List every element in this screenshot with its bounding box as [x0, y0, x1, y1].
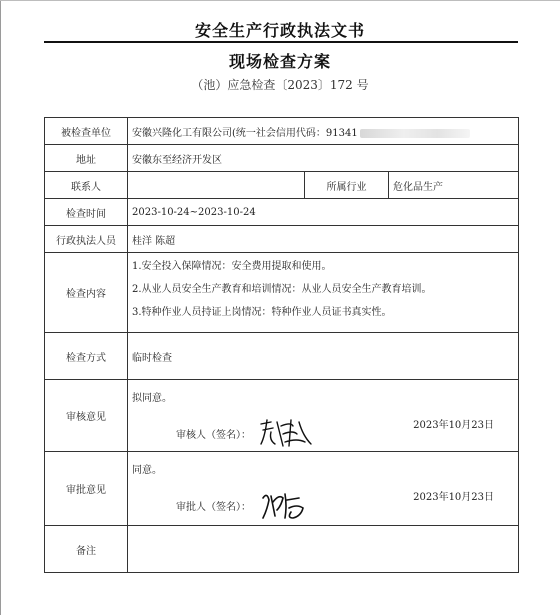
row-address [45, 145, 519, 172]
officers-label: 行政执法人员 [45, 226, 128, 253]
row-review [45, 380, 519, 452]
row-approval [45, 452, 519, 526]
row-officers [45, 226, 519, 253]
row-remarks [45, 526, 519, 573]
inspected-unit-label: 被检查单位 [45, 118, 128, 145]
inspected-unit-value: 安徽兴隆化工有限公司(统一社会信用代码：91341 [132, 127, 358, 139]
contact-label: 联系人 [45, 172, 128, 199]
contact-value [128, 172, 305, 199]
redaction-block [360, 129, 470, 138]
inspected-unit-cell [128, 118, 519, 145]
approval-cell [128, 452, 519, 526]
address-label: 地址 [45, 145, 128, 172]
industry-label: 所属行业 [305, 172, 389, 199]
approval-signer-label: 审批人（签名）： [176, 501, 251, 513]
approval-date: 2023年10月23日 [413, 492, 495, 503]
review-cell [128, 380, 519, 452]
review-date: 2023年10月23日 [413, 420, 495, 431]
review-label: 审核意见 [45, 380, 128, 452]
content-item: 3.特种作业人员持证上岗情况：特种作业人员证书真实性。 [132, 307, 392, 318]
row-method [45, 333, 519, 380]
document-subtitle: 现场检查方案 [228, 52, 331, 71]
approval-label: 审批意见 [45, 452, 128, 526]
address-value: 安徽东至经济开发区 [128, 145, 519, 172]
officers-value: 桂洋 陈超 [128, 226, 519, 253]
document-title: 安全生产行政执法文书 [194, 21, 365, 40]
top-rule [0, 0, 560, 1]
review-signer-label: 审核人（签名）： [176, 429, 251, 441]
content-label: 检查内容 [45, 253, 128, 333]
content-item: 2.从业人员安全生产教育和培训情况：从业人员安全生产教育培训。 [132, 284, 432, 295]
review-opinion: 拟同意。 [132, 393, 172, 404]
title-divider [44, 41, 518, 43]
approval-handwritten-signature [257, 488, 317, 522]
remarks-value [128, 526, 519, 573]
approval-signature-area [176, 488, 317, 522]
method-value: 临时检查 [128, 333, 519, 380]
time-value: 2023-10-24~2023-10-24 [128, 199, 519, 226]
method-label: 检查方式 [45, 333, 128, 380]
document-number: （池）应急检查〔2023〕172 号 [191, 78, 369, 92]
remarks-label: 备注 [45, 526, 128, 573]
industry-value: 危化品生产 [389, 172, 519, 199]
time-label: 检查时间 [45, 199, 128, 226]
row-contact [45, 172, 519, 199]
review-handwritten-signature [257, 416, 317, 450]
row-inspected-unit [45, 118, 519, 145]
inspection-plan-table [44, 117, 519, 573]
review-signature-area [176, 416, 317, 450]
content-cell [128, 253, 519, 333]
row-time [45, 199, 519, 226]
row-content [45, 253, 519, 333]
content-item: 1.安全投入保障情况：安全费用提取和使用。 [132, 261, 332, 272]
approval-opinion: 同意。 [132, 465, 162, 476]
